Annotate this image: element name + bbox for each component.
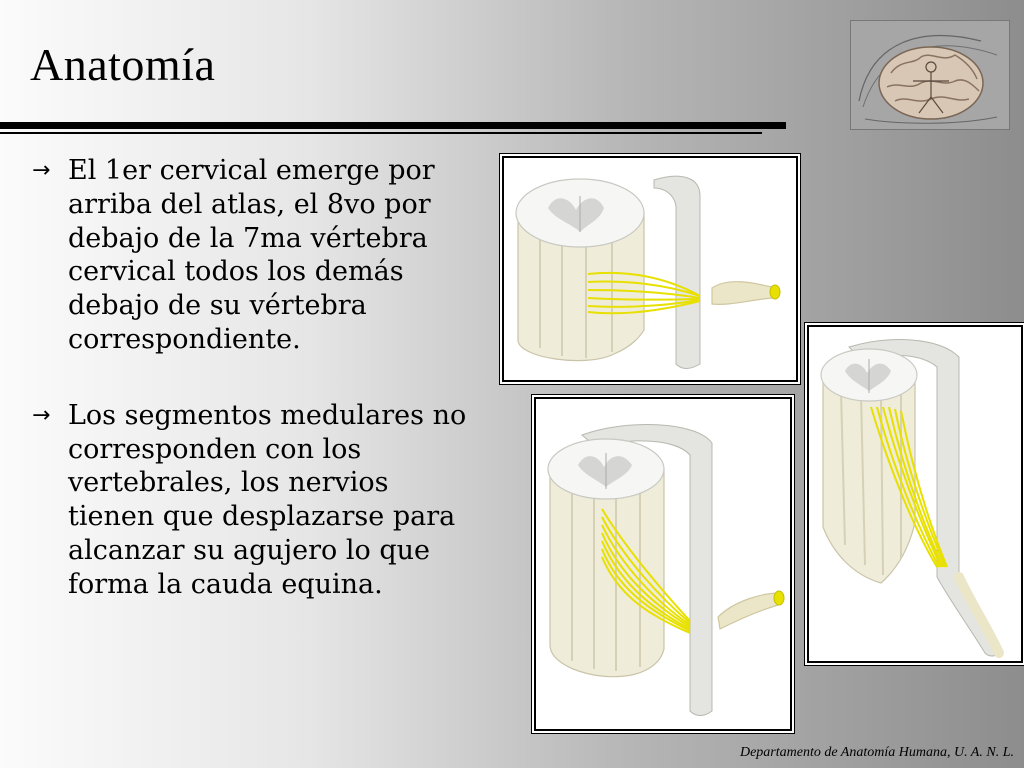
arrow-right-icon: →	[32, 402, 51, 428]
thoracic-cord-illustration	[534, 397, 792, 731]
spinal-cord-drawing	[504, 158, 796, 380]
spinal-cord-drawing	[536, 399, 790, 729]
footer-credit: Departamento de Anatomía Humana, U. A. N. L.	[739, 745, 1014, 760]
title-divider-thick	[0, 122, 786, 129]
bullet-text: El 1er cervical emerge por arriba del atlas, el 8vo por debajo de la 7ma vértebra cervical todos los demás debajo de su vértebra correspondiente.	[68, 155, 435, 355]
lumbar-cord-illustration	[807, 325, 1023, 663]
bullet-item	[32, 399, 478, 602]
cervical-cord-illustration	[502, 156, 798, 382]
brain-seal-icon	[851, 21, 1009, 129]
bullet-item	[32, 154, 478, 357]
title-divider-thin	[0, 132, 762, 134]
spinal-cord-drawing	[809, 327, 1021, 661]
slide-title: Anatomía	[30, 39, 216, 90]
bullet-list	[32, 154, 478, 644]
arrow-right-icon: →	[32, 158, 51, 183]
bullet-text: Los segmentos medulares no corresponden con los vertebrales, los nervios tienen que desplazarse para alcanzar su agujero lo que forma la cauda equina.	[68, 399, 467, 600]
department-logo	[850, 20, 1010, 130]
